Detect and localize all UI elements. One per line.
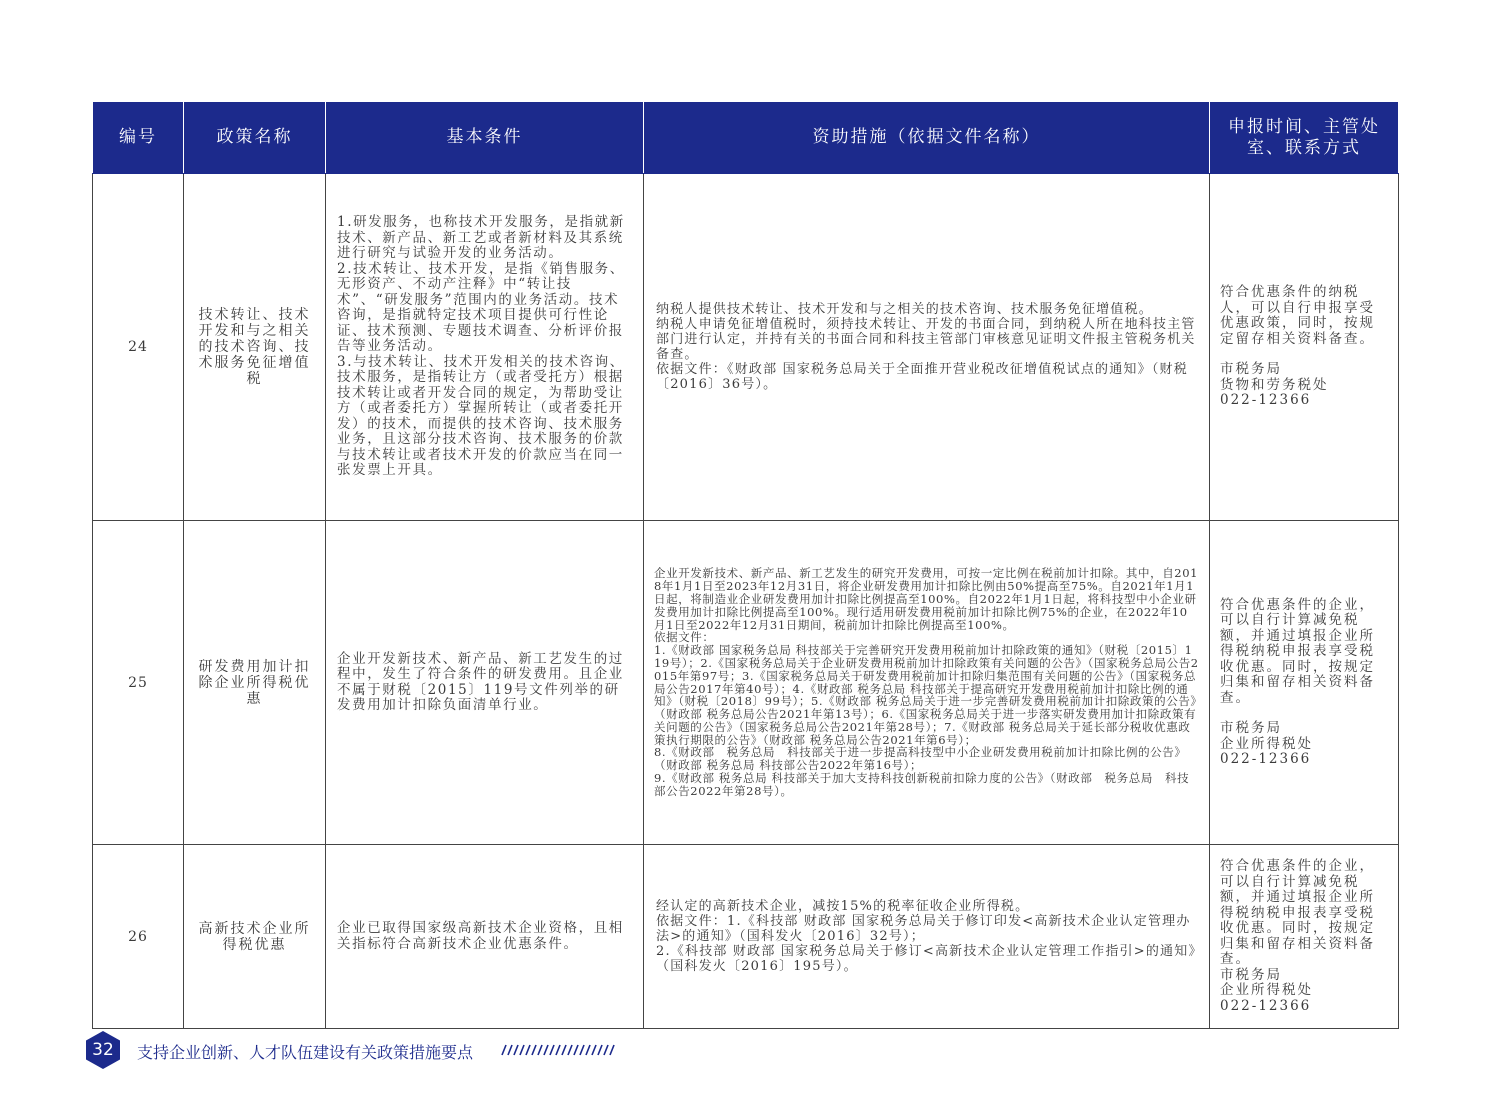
aid-item: 8.《财政部 税务总局 科技部关于进一步提高科技型中小企业研发费用税前加计扣除比例的公告》（财政部 税务总局 科技部公告2022年第16号）；	[654, 745, 1187, 773]
apply-dept: 市税务局	[1220, 361, 1282, 378]
header-apply: 申报时间、主管处室、联系方式	[1210, 102, 1399, 174]
aid-item: 经认定的高新技术企业，减按15%的税率征收企业所得税。	[656, 899, 1030, 914]
row-conditions	[326, 174, 644, 521]
row-aid	[644, 845, 1210, 1029]
apply-office: 企业所得税处	[1220, 735, 1313, 752]
footer-title: 支持企业创新、人才队伍建设有关政策措施要点	[137, 1043, 474, 1062]
apply-dept: 市税务局	[1220, 966, 1282, 983]
page-number: 32	[92, 1040, 114, 1060]
apply-phone: 022-12366	[1220, 751, 1312, 767]
policy-table	[92, 101, 1399, 1029]
apply-phone: 022-12366	[1220, 997, 1312, 1014]
row-apply	[1210, 521, 1399, 845]
header-conditions: 基本条件	[326, 102, 644, 174]
header-policy-name: 政策名称	[184, 102, 326, 174]
aid-item: 依据文件：1.《科技部 财政部 国家税务总局关于修订印发<高新技术企业认定管理办法>的通知》（国科发火〔2016〕32号）；	[656, 914, 1191, 944]
apply-office: 货物和劳务税处	[1220, 376, 1329, 393]
row-policy-name: 技术转让、技术开发和与之相关的技术咨询、技术服务免征增值税	[184, 174, 326, 521]
table-row	[93, 174, 1399, 521]
aid-item: 9.《财政部 税务总局 科技部关于加大支持科技创新税前扣除力度的公告》（财政部 税务总局 科技部公告2022年第28号）。	[654, 771, 1190, 798]
aid-item: 依据文件：	[654, 630, 715, 645]
condition-item: 企业已取得国家级高新技术企业资格，且相关指标符合高新技术企业优惠条件。	[337, 920, 624, 952]
apply-note: 符合优惠条件的纳税人，可以自行申报享受优惠政策，同时，按规定留存相关资料备查。	[1220, 284, 1375, 347]
row-policy-name: 研发费用加计扣除企业所得税优惠	[184, 521, 326, 845]
apply-note: 符合优惠条件的企业，可以自行计算减免税额，并通过填报企业所得税纳税申报表享受税收优惠。同时，按规定归集和留存相关资料备查。	[1220, 858, 1375, 967]
table-row	[93, 845, 1399, 1029]
condition-item: 2.技术转让、技术开发，是指《销售服务、无形资产、不动产注释》中“转让技术”、“研发服务”范围内的业务活动。技术咨询，是指就特定技术项目提供可行性论证、技术预测、专题技术调查、分析评价报告等业务活动。	[337, 260, 625, 355]
aid-item: 依据文件：《财政部 国家税务总局关于全面推开营业税改征增值税试点的通知》（财税〔2016〕36号）。	[656, 362, 1188, 392]
row-policy-name: 高新技术企业所得税优惠	[184, 845, 326, 1029]
aid-item: 企业开发新技术、新产品、新工艺发生的研究开发费用，可按一定比例在税前加计扣除。其中，自2018年1月1日至2023年12月31日，将企业研发费用加计扣除比例由50%提高至75%。自2021年1月1日起，将制造业企业研发费用加计扣除比例提高至100%。自2022年1月1日起，将科技型中小企业研发费用加计扣除比例提高至100%。现行适用研发费用税前加计扣除比例75%的企业，在2022年10月1日至2022年12月31日期间，税前加计扣除比例提高至100%。	[654, 566, 1199, 632]
aid-item: 2.《科技部 财政部 国家税务总局关于修订<高新技术企业认定管理工作指引>的通知》（国科发火〔2016〕195号）。	[656, 944, 1197, 974]
row-aid	[644, 174, 1210, 521]
row-conditions	[326, 521, 644, 845]
table-header-row	[93, 102, 1399, 174]
aid-item: 纳税人提供技术转让、技术开发和与之相关的技术咨询、技术服务免征增值税。	[656, 302, 1154, 317]
row-no: 26	[93, 845, 184, 1029]
aid-item: 纳税人申请免征增值税时，须持技术转让、开发的书面合同，到纳税人所在地科技主管部门进行认定，并持有关的书面合同和科技主管部门审核意见证明文件报主管税务机关备查。	[656, 317, 1196, 362]
row-apply	[1210, 845, 1399, 1029]
row-no: 24	[93, 174, 184, 521]
row-no: 25	[93, 521, 184, 845]
table-row	[93, 521, 1399, 845]
decorative-stripes	[498, 1044, 620, 1056]
page-footer	[84, 1030, 644, 1070]
apply-phone: 022-12366	[1220, 392, 1312, 409]
condition-item: 1.研发服务，也称技术开发服务，是指就新技术、新产品、新工艺或者新材料及其系统进行研究与试验开发的业务活动。	[337, 214, 625, 262]
apply-dept: 市税务局	[1220, 720, 1282, 736]
apply-office: 企业所得税处	[1220, 982, 1313, 998]
apply-note: 符合优惠条件的企业，可以自行计算减免税额，并通过填报企业所得税纳税申报表享受税收优惠。同时，按规定归集和留存相关资料备查。	[1220, 596, 1375, 706]
header-aid: 资助措施（依据文件名称）	[644, 102, 1210, 174]
row-apply	[1210, 174, 1399, 521]
row-conditions	[326, 845, 644, 1029]
header-no: 编号	[93, 102, 184, 174]
row-aid	[644, 521, 1210, 845]
aid-item: 1.《财政部 国家税务总局 科技部关于完善研究开发费用税前加计扣除政策的通知》（财税〔2015〕119号）；2.《国家税务总局关于企业研发费用税前加计扣除政策有关问题的公告》（国家税务总局公告2015年第97号；3.《国家税务总局关于研发费用税前加计扣除归集范围有关问题的公告》（国家税务总局公告2017年第40号）；4.《财政部 税务总局 科技部关于提高研究开发费用税前加计扣除比例的通知》（财税〔2018〕99号）；5.《财政部 税务总局关于进一步完善研发费用税前加计扣除政策的公告》（财政部 税务总局公告2021年第13号）；6.《国家税务总局关于进一步落实研发费用加计扣除政策有关问题的公告》（国家税务总局公告2021年第28号）；7.《财政部 税务总局关于延长部分税收优惠政策执行期限的公告》（财政部 税务总局公告2021年第6号）；	[654, 643, 1199, 747]
condition-item: 3.与技术转让、技术开发相关的技术咨询、技术服务，是指转让方（或者受托方）根据技术转让或者开发合同的规定，为帮助受让方（或者委托方）掌握所转让（或者委托开发）的技术，而提供的技术咨询、技术服务业务，且这部分技术咨询、技术服务的价款与技术转让或者技术开发的价款应当在同一张发票上开具。	[337, 353, 625, 479]
condition-item: 企业开发新技术、新产品、新工艺发生的过程中，发生了符合条件的研发费用。且企业不属于财税〔2015〕119号文件列举的研发费用加计扣除负面清单行业。	[337, 650, 624, 713]
